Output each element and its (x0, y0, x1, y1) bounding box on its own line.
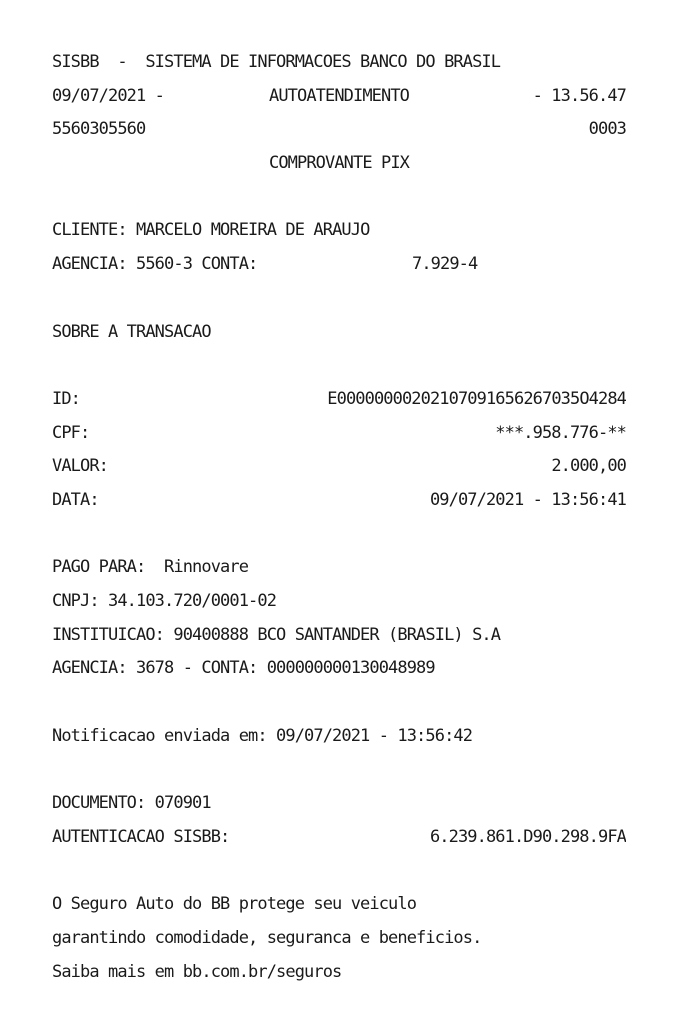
transaction-row-data (52, 484, 626, 518)
payee-account-line (52, 652, 626, 686)
authentication-value: 6.239.861.D90.298.9FA (429, 826, 626, 847)
separator-double (52, 855, 626, 889)
sequence-number: 0003 (588, 119, 626, 140)
separator-single (52, 686, 626, 720)
separator-double (52, 753, 626, 787)
payee-cnpj-line (52, 585, 626, 619)
transaction-row-id (52, 383, 626, 417)
header-time: - 13.56.47 (532, 85, 626, 106)
row-label: ID: (52, 388, 81, 409)
footer-text: Saiba mais em bb.com.br/seguros (52, 961, 342, 982)
header-service: AUTOATENDIMENTO (268, 85, 410, 106)
transaction-section-title-line (52, 316, 626, 350)
payee-institution-line (52, 619, 626, 653)
transaction-row-valor (52, 450, 626, 484)
separator-single (52, 349, 626, 383)
header-date-line (52, 80, 626, 114)
pix-receipt (52, 46, 626, 989)
receipt-title: COMPROVANTE PIX (268, 153, 410, 174)
payee-name-line (52, 551, 626, 585)
document-number-line (52, 787, 626, 821)
client-name: MARCELO MOREIRA DE ARAUJO (136, 220, 370, 241)
client-agency-line (52, 248, 626, 282)
separator-double (52, 282, 626, 316)
footer-text: O Seguro Auto do BB protege seu veiculo (52, 894, 417, 915)
row-value: E00000000202107091656267035O4284 (327, 388, 626, 409)
transaction-row-cpf (52, 417, 626, 451)
row-label: VALOR: (52, 456, 109, 477)
client-agency: AGENCIA: 5560-3 CONTA: (52, 254, 258, 275)
row-value: 2.000,00 (551, 456, 626, 477)
client-name-line (52, 214, 626, 248)
terminal-number: 5560305560 (52, 119, 146, 140)
authentication-line (52, 821, 626, 855)
separator-single (52, 518, 626, 552)
receipt-title-line (52, 147, 626, 181)
document-number: DOCUMENTO: 070901 (52, 793, 211, 814)
footer-text: garantindo comodidade, seguranca e beneficios. (52, 927, 482, 948)
row-value: ***.958.776-** (495, 422, 626, 443)
row-label: DATA: (52, 489, 99, 510)
footer-line-2 (52, 922, 626, 956)
blank-line (52, 181, 626, 215)
payee-account: AGENCIA: 3678 - CONTA: 000000000130048989 (52, 658, 435, 679)
header-terminal-line (52, 113, 626, 147)
payee-institution: INSTITUICAO: 90400888 BCO SANTANDER (BRASIL) S.A (52, 624, 501, 645)
system-name: SISBB - SISTEMA DE INFORMACOES BANCO DO BRASIL (52, 52, 501, 72)
footer-line-3 (52, 956, 626, 990)
client-account: 7.929-4 (412, 254, 478, 275)
header-system-line (52, 46, 626, 80)
transaction-section-title: SOBRE A TRANSACAO (52, 321, 211, 342)
payee-cnpj: CNPJ: 34.103.720/0001-02 (52, 591, 277, 611)
row-value: 09/07/2021 - 13:56:41 (429, 489, 626, 510)
notification-text: Notificacao enviada em: 09/07/2021 - 13:56:42 (52, 725, 473, 746)
header-date: 09/07/2021 - (52, 85, 165, 106)
payee-name: PAGO PARA: Rinnovare (52, 557, 249, 578)
row-label: CPF: (52, 422, 90, 443)
footer-line-1 (52, 888, 626, 922)
notification-line (52, 720, 626, 754)
client-name-label: CLIENTE: (52, 220, 127, 241)
authentication-label: AUTENTICACAO SISBB: (52, 826, 230, 847)
